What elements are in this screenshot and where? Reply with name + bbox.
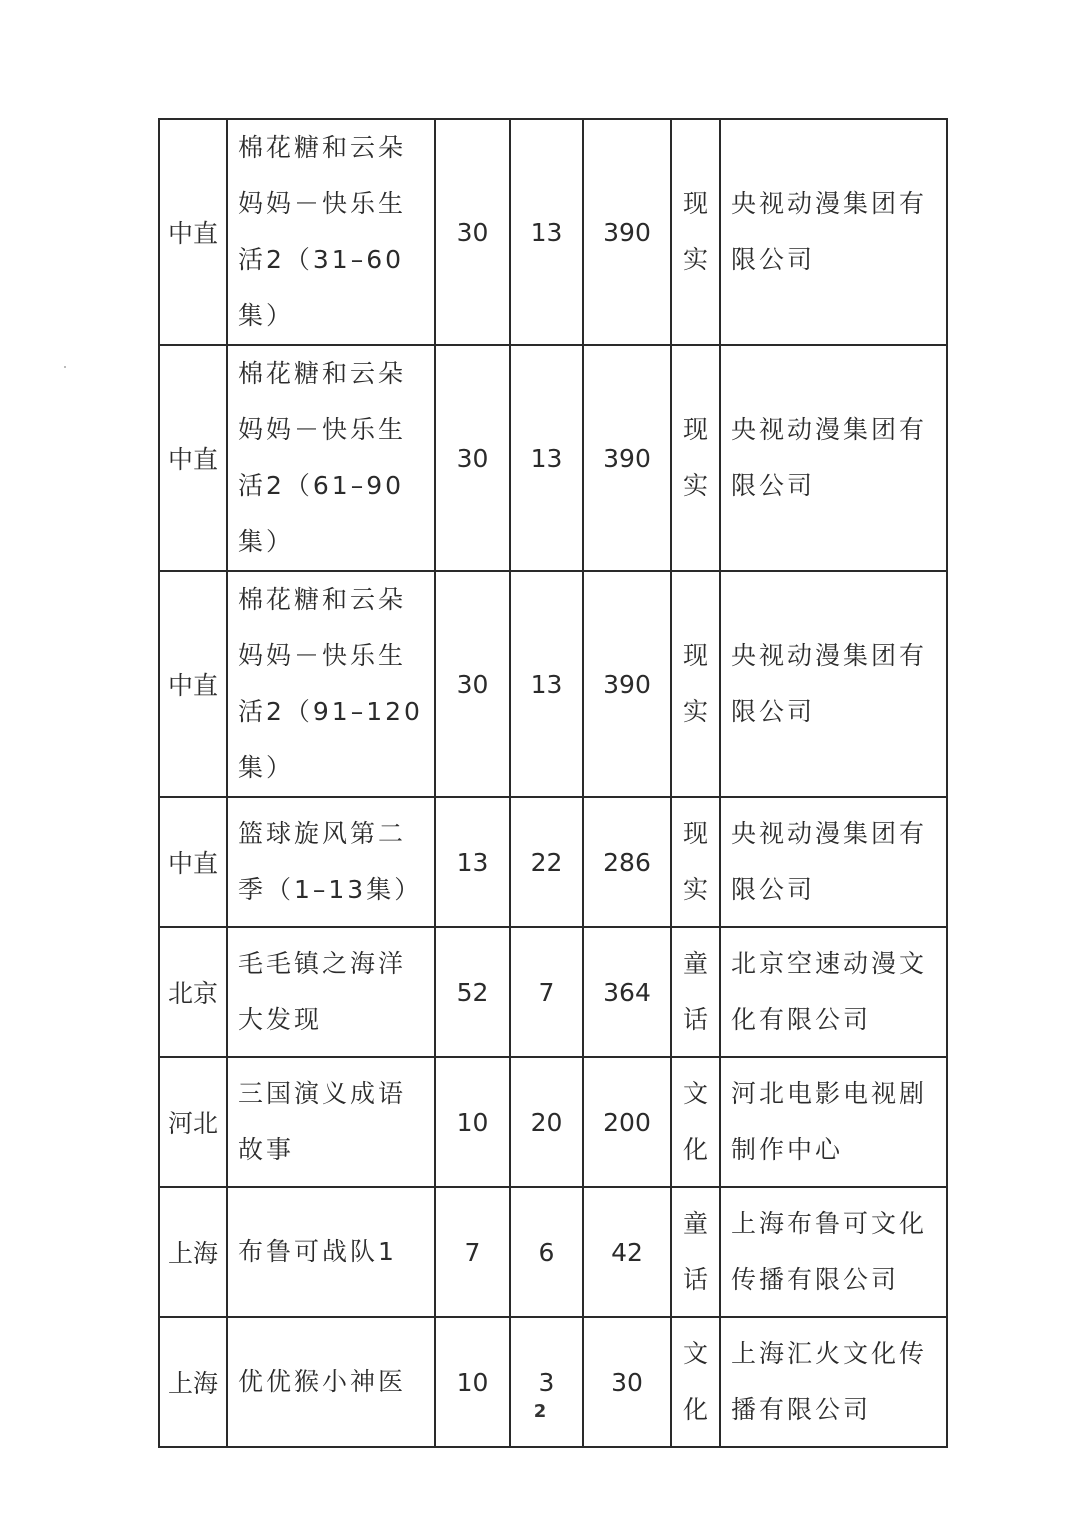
region-cell: 中直 [159, 119, 227, 345]
title-cell: 棉花糖和云朵妈妈－快乐生活2（61–90集） [227, 345, 435, 571]
episodes-cell: 10 [435, 1317, 510, 1447]
region-cell: 中直 [159, 571, 227, 797]
total-minutes-cell: 286 [583, 797, 671, 927]
total-minutes-cell: 390 [583, 571, 671, 797]
table-row [159, 797, 947, 927]
producer-cell: 央视动漫集团有限公司 [720, 119, 947, 345]
minutes-cell: 13 [510, 119, 583, 345]
genre-cell: 童话 [671, 927, 720, 1057]
title-cell: 布鲁可战队1 [227, 1187, 435, 1317]
total-minutes-cell: 390 [583, 119, 671, 345]
genre-cell: 现实 [671, 797, 720, 927]
table-row [159, 1187, 947, 1317]
region-cell: 中直 [159, 345, 227, 571]
title-cell: 棉花糖和云朵妈妈－快乐生活2（31–60集） [227, 119, 435, 345]
minutes-cell: 3 [510, 1317, 583, 1447]
total-minutes-cell: 42 [583, 1187, 671, 1317]
region-cell: 北京 [159, 927, 227, 1057]
scan-speck [64, 366, 66, 368]
producer-cell: 央视动漫集团有限公司 [720, 571, 947, 797]
producer-cell: 北京空速动漫文化有限公司 [720, 927, 947, 1057]
title-cell: 优优猴小神医 [227, 1317, 435, 1447]
minutes-cell: 13 [510, 571, 583, 797]
minutes-cell: 22 [510, 797, 583, 927]
minutes-cell: 20 [510, 1057, 583, 1187]
genre-cell: 文化 [671, 1057, 720, 1187]
table-row [159, 1057, 947, 1187]
table-row [159, 1317, 947, 1447]
title-cell: 篮球旋风第二季（1–13集） [227, 797, 435, 927]
producer-cell: 上海汇火文化传播有限公司 [720, 1317, 947, 1447]
genre-cell: 现实 [671, 119, 720, 345]
minutes-cell: 7 [510, 927, 583, 1057]
genre-cell: 文化 [671, 1317, 720, 1447]
minutes-cell: 6 [510, 1187, 583, 1317]
producer-cell: 上海布鲁可文化传播有限公司 [720, 1187, 947, 1317]
episodes-cell: 10 [435, 1057, 510, 1187]
total-minutes-cell: 364 [583, 927, 671, 1057]
region-cell: 河北 [159, 1057, 227, 1187]
total-minutes-cell: 390 [583, 345, 671, 571]
total-minutes-cell: 30 [583, 1317, 671, 1447]
table-row [159, 345, 947, 571]
animation-listing-table [158, 118, 948, 1448]
genre-cell: 童话 [671, 1187, 720, 1317]
title-cell: 三国演义成语故事 [227, 1057, 435, 1187]
region-cell: 中直 [159, 797, 227, 927]
title-cell: 棉花糖和云朵妈妈－快乐生活2（91–120集） [227, 571, 435, 797]
table-row [159, 571, 947, 797]
title-cell: 毛毛镇之海洋大发现 [227, 927, 435, 1057]
episodes-cell: 13 [435, 797, 510, 927]
producer-cell: 央视动漫集团有限公司 [720, 797, 947, 927]
table-row [159, 927, 947, 1057]
page-number: 2 [533, 1401, 547, 1422]
episodes-cell: 30 [435, 571, 510, 797]
episodes-cell: 7 [435, 1187, 510, 1317]
region-cell: 上海 [159, 1317, 227, 1447]
episodes-cell: 30 [435, 345, 510, 571]
producer-cell: 河北电影电视剧制作中心 [720, 1057, 947, 1187]
episodes-cell: 52 [435, 927, 510, 1057]
region-cell: 上海 [159, 1187, 227, 1317]
minutes-cell: 13 [510, 345, 583, 571]
table-row [159, 119, 947, 345]
genre-cell: 现实 [671, 345, 720, 571]
episodes-cell: 30 [435, 119, 510, 345]
genre-cell: 现实 [671, 571, 720, 797]
producer-cell: 央视动漫集团有限公司 [720, 345, 947, 571]
total-minutes-cell: 200 [583, 1057, 671, 1187]
